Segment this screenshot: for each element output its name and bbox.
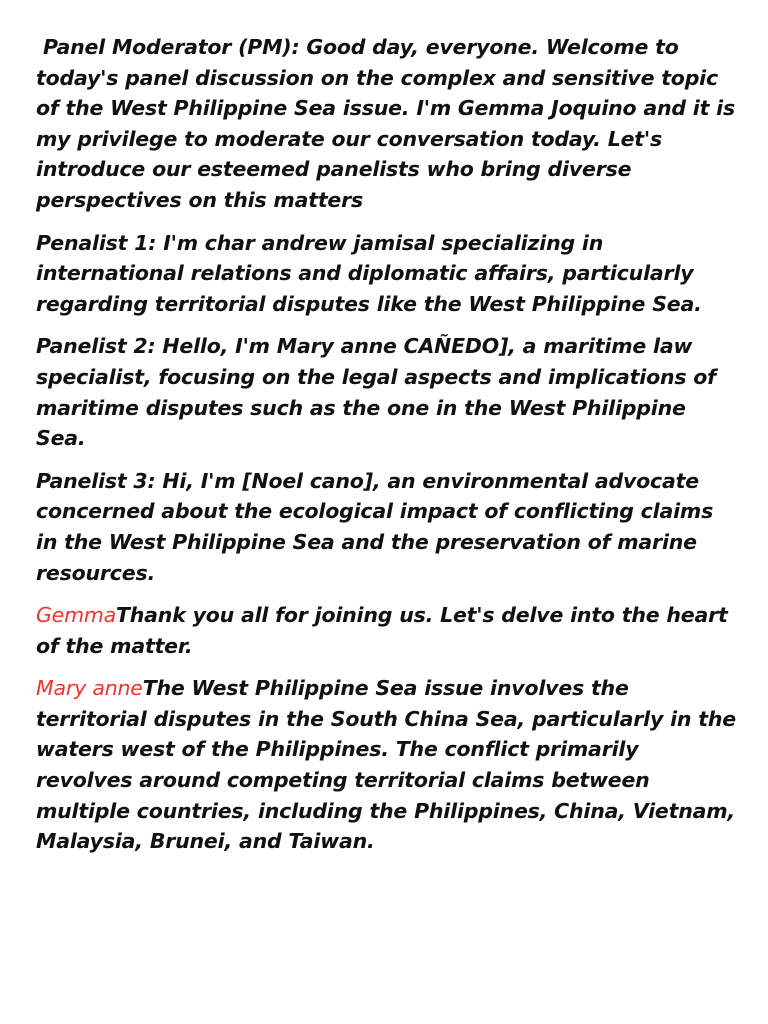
paragraph-panelist-3 xyxy=(36,466,740,588)
paragraph-panelist-2 xyxy=(36,331,740,453)
paragraph-moderator-intro xyxy=(36,32,740,216)
paragraph-text: Penalist 1: I'm char andrew jamisal specializing in international relations and diplomatic affairs, particularly regarding territorial disputes like the West Philippine Sea. xyxy=(36,230,702,316)
paragraph-text: Panelist 3: Hi, I'm [Noel cano], an environmental advocate concerned about the ecological impact of conflicting claims in the West Philippine Sea and the preservation of marine resources. xyxy=(36,468,714,585)
speaker-name: Mary anne xyxy=(36,676,143,701)
paragraph-gemma xyxy=(36,600,740,661)
paragraph-text: Thank you all for joining us. Let's delve into the heart of the matter. xyxy=(36,603,728,658)
paragraph-text: The West Philippine Sea issue involves the territorial disputes in the South China Sea, particularly in the waters west of the Philippines. The conflict primarily revolves around competing territorial claims between multiple countries, including the Philippines, China, Vietnam, Malaysia, Brunei, and Taiwan. xyxy=(36,676,736,854)
paragraph-text: Panelist 2: Hello, I'm Mary anne CAÑEDO], a maritime law specialist, focusing on the legal aspects and implications of maritime disputes such as the one in the West Philippine Sea. xyxy=(36,334,716,451)
paragraph-mary-anne xyxy=(36,673,740,857)
paragraph-text: Panel Moderator (PM): Good day, everyone. Welcome to today's panel discussion on the complex and sensitive topic of the West Philippine Sea issue. I'm Gemma Joquino and it is my privilege to moderate our conversation today. Let's introduce our esteemed panelists who bring diverse perspectives on this matters xyxy=(36,35,742,212)
speaker-name: Gemma xyxy=(36,603,116,628)
transcript-document xyxy=(36,32,740,869)
paragraph-panelist-1 xyxy=(36,228,740,320)
